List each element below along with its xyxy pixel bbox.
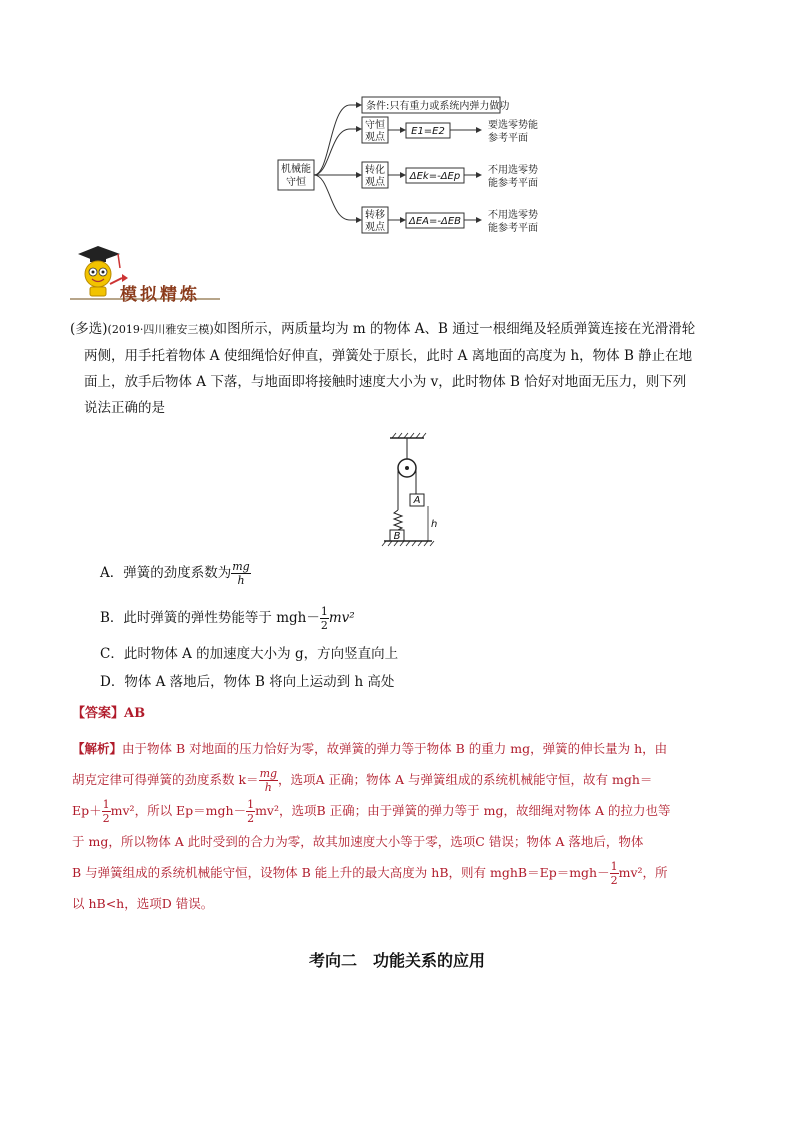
option-a: A．弹簧的劲度系数为 $\frac{mg}{h}$ [100,560,250,587]
svg-text:转化: 转化 [365,165,385,176]
analysis-line-5: B 与弹簧组成的系统机械能守恒，设物体 B 能上升的最大高度为 hB，则有 mghB＝Ep＝mgh－ $\frac{1}{2}$ mv²，所 [72,860,668,887]
analysis-line-2: 胡克定律可得弹簧的劲度系数 k＝ $\frac{mg}{h}$ ，选项A 正确；物体 A 与弹簧组成的系统机械能守恒，故有 mgh＝ [72,767,653,794]
diagram-formula-2: ΔEk=-ΔEp [409,171,461,182]
diagram-note-1a: 要选零势能 [488,120,538,131]
svg-text:观点: 观点 [365,132,385,143]
answer-value: AB [124,706,146,721]
diagram-condition-text: 条件:只有重力或系统内弹力做功 [366,101,510,112]
diagram-note-2b: 能参考平面 [488,178,538,189]
diagram-note-2a: 不用选零势 [488,165,538,176]
banner-title: 模拟精炼 [120,285,200,305]
diagram-root-label-1: 机械能 [281,164,311,175]
svg-text:B: B [393,531,401,542]
question-line-3: 面上，放手后物体 A 下落，与地面即将接触时速度大小为 v，此时物体 B 恰好对地面无压力，则下列 [84,374,687,390]
svg-text:守恒: 守恒 [365,120,385,131]
option-d: D．物体 A 落地后，物体 B 将向上运动到 h 高处 [100,674,395,690]
diagram-formula-3: ΔEA=-ΔEB [408,216,462,227]
answer-label: 【答案】 [72,706,125,721]
question-line-2: 两侧，用手托着物体 A 使细绳恰好伸直，弹簧处于原长，此时 A 离地面的高度为 h，物体 B 静止在地 [84,348,693,364]
diagram-root-label-2: 守恒 [286,177,306,188]
svg-text:A: A [413,495,421,506]
diagram-note-3a: 不用选零势 [488,210,538,221]
spring [394,510,402,530]
section-banner [70,244,330,304]
height-label: h [431,519,438,530]
analysis [72,733,732,919]
analysis-line-4: 于 mg，所以物体 A 此时受到的合力为零，故其加速度大小等于零，选项C 错误；物体 A 落地后，物体 [72,834,644,849]
diagram-formula-1: E1=E2 [411,126,445,137]
question-line-1 [70,316,730,343]
svg-text:观点: 观点 [365,177,385,188]
option-c: C．此时物体 A 的加速度大小为 g，方向竖直向上 [100,646,399,662]
svg-text:转移: 转移 [365,210,385,221]
analysis-line-1: 【解析】由于物体 B 对地面的压力恰好为零，故弹簧的弹力等于物体 B 的重力 mg，弹簧的伸长量为 h，由 [72,741,668,756]
question-stem [70,316,730,421]
concept-diagram [270,92,570,237]
diagram-note-3b: 能参考平面 [488,223,538,234]
answer [72,702,145,726]
diagram-note-1b: 参考平面 [488,133,528,144]
analysis-line-3: Ep＋ $\frac{1}{2}$ mv²，所以 Ep＝mgh－ $\frac{1}{2}$ mv²，选项B 正确；由于弹簧的弹力等于 mg，故细绳对物体 A 的拉力也等 [72,798,671,825]
question-line-4: 说法正确的是 [84,400,165,416]
analysis-line-6: 以 hB<h，选项D 错误。 [72,896,214,911]
svg-text:观点: 观点 [365,222,385,233]
question-source: (2019·四川雅安三模) [107,323,214,336]
option-b: B．此时弹簧的弹性势能等于 mgh－ $\frac{1}{2}$ mv² [100,605,355,632]
section-heading: 考向二 功能关系的应用 [308,951,485,970]
pulley-figure [378,432,438,547]
question-tag: (多选) [70,321,108,337]
question-text-1: 如图所示，两质量均为 m 的物体 A、B 通过一根细绳及轻质弹簧连接在光滑滑轮 [213,321,696,337]
